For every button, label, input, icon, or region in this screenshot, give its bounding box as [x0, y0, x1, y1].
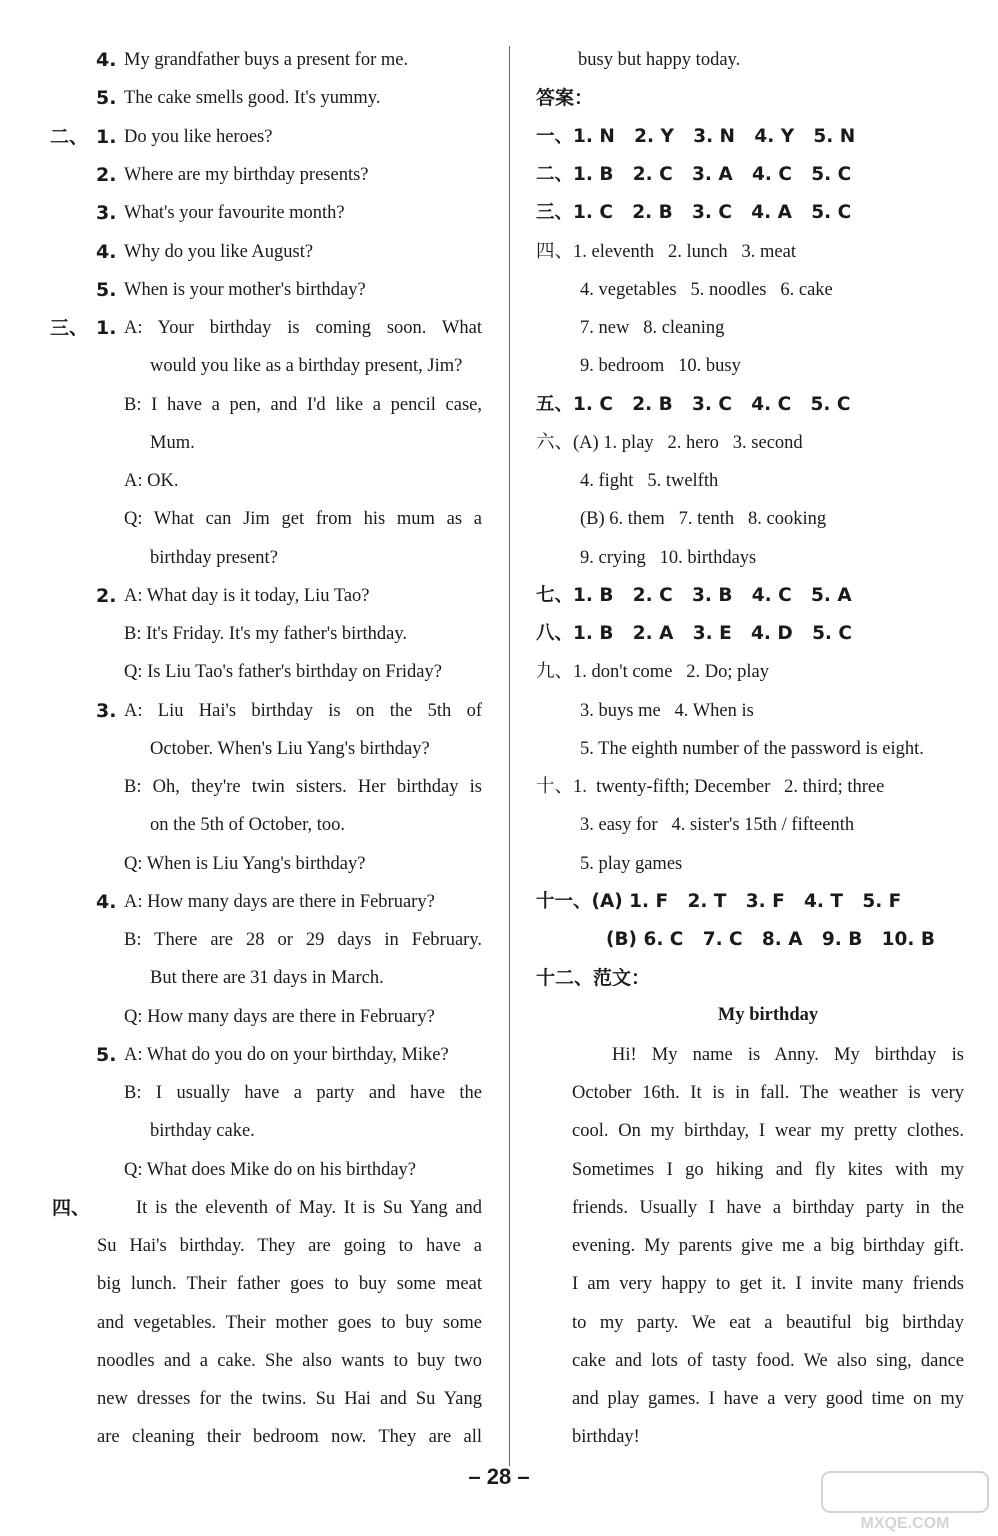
- watermark-text: MXQE.COM: [860, 1515, 950, 1532]
- answer-line: 3. easy for 4. sister's 15th / fifteenth: [580, 815, 855, 835]
- page-number: – 28 –: [468, 1464, 530, 1489]
- item-number: 4.: [96, 891, 117, 913]
- text-line: Where are my birthday presents?: [124, 165, 369, 185]
- text-line: B: There are 28 or 29 days in February.: [124, 930, 482, 950]
- essay-line: I am very happy to get it. I invite many friends: [572, 1274, 964, 1294]
- answer-line: 5. play games: [580, 854, 683, 874]
- text-line: But there are 31 days in March.: [150, 968, 384, 988]
- text-line: Why do you like August?: [124, 242, 314, 262]
- text-line: My grandfather buys a present for me.: [124, 50, 409, 70]
- text-line: would you like as a birthday present, Jim?: [150, 356, 463, 376]
- essay-line: and play games. I have a very good time on my: [572, 1389, 964, 1409]
- item-number: 5.: [96, 87, 117, 109]
- text-line: B: I usually have a party and have the: [124, 1083, 482, 1103]
- text-line: birthday cake.: [150, 1121, 255, 1141]
- text-line: big lunch. Their father goes to buy some meat: [97, 1274, 482, 1294]
- text-line: The cake smells good. It's yummy.: [124, 88, 381, 108]
- text-line: October. When's Liu Yang's birthday?: [150, 739, 430, 759]
- text-line: noodles and a cake. She also wants to buy two: [97, 1351, 482, 1371]
- text-line: Do you like heroes?: [124, 127, 273, 147]
- item-number: 1.: [96, 126, 117, 148]
- text-line: B: It's Friday. It's my father's birthday.: [124, 624, 408, 644]
- answer-line: 9. bedroom 10. busy: [580, 356, 741, 376]
- answer-line: 十、1. twenty-fifth; December 2. third; three: [536, 777, 885, 797]
- essay-heading: 十二、范文：: [536, 967, 651, 989]
- section-marker: 二、: [50, 126, 89, 148]
- text-line: Mum.: [150, 433, 195, 453]
- text-line: It is the eleventh of May. It is Su Yang and: [136, 1198, 482, 1218]
- essay-line: evening. My parents give me a big birthday gift.: [572, 1236, 964, 1256]
- answer-line: 4. fight 5. twelfth: [580, 471, 719, 491]
- essay-line: October 16th. It is in fall. The weather is very: [572, 1083, 964, 1103]
- answer-line: (B) 6. C 7. C 8. A 9. B 10. B: [606, 929, 935, 950]
- watermark-logo: [820, 1470, 990, 1532]
- item-number: 3.: [96, 700, 117, 722]
- text-line: A: How many days are there in February?: [124, 892, 435, 912]
- section-marker: 三、: [50, 317, 89, 339]
- answer-line: 五、1. C 2. B 3. C 4. C 5. C: [536, 394, 851, 415]
- essay-title: My birthday: [717, 1005, 819, 1025]
- text-line: birthday present?: [150, 548, 278, 568]
- text-line: B: Oh, they're twin sisters. Her birthday is: [124, 777, 482, 797]
- text-line: busy but happy today.: [578, 50, 741, 70]
- item-number: 3.: [96, 202, 117, 224]
- essay-line: Hi! My name is Anny. My birthday is: [612, 1045, 964, 1065]
- answer-line: 9. crying 10. birthdays: [580, 548, 757, 568]
- item-number: 1.: [96, 317, 117, 339]
- answer-line: 4. vegetables 5. noodles 6. cake: [580, 280, 833, 300]
- essay-line: birthday!: [572, 1427, 640, 1447]
- column-divider: [509, 46, 510, 1466]
- text-line: Q: When is Liu Yang's birthday?: [124, 854, 366, 874]
- answer-line: (B) 6. them 7. tenth 8. cooking: [580, 509, 827, 529]
- answer-line: 3. buys me 4. When is: [580, 701, 754, 721]
- text-line: What's your favourite month?: [124, 203, 345, 223]
- text-line: new dresses for the twins. Su Hai and Su Yang: [97, 1389, 482, 1409]
- text-line: are cleaning their bedroom now. They are all: [97, 1427, 482, 1447]
- answers-heading: 答案：: [536, 87, 594, 109]
- text-line: A: OK.: [124, 471, 179, 491]
- essay-line: friends. Usually I have a birthday party in the: [572, 1198, 964, 1218]
- text-line: Q: Is Liu Tao's father's birthday on Friday?: [124, 662, 442, 682]
- item-number: 4.: [96, 241, 117, 263]
- text-line: Q: What does Mike do on his birthday?: [124, 1160, 417, 1180]
- answer-line: 十一、(A) 1. F 2. T 3. F 4. T 5. F: [536, 891, 902, 912]
- essay-line: cake and lots of tasty food. We also sing, dance: [572, 1351, 964, 1371]
- answer-line: 二、1. B 2. C 3. A 4. C 5. C: [536, 164, 852, 185]
- answer-line: 九、1. don't come 2. Do; play: [536, 662, 770, 682]
- text-line: Q: How many days are there in February?: [124, 1007, 435, 1027]
- item-number: 2.: [96, 164, 117, 186]
- answer-line: 7. new 8. cleaning: [580, 318, 725, 338]
- text-line: A: Your birthday is coming soon. What: [124, 318, 482, 338]
- text-line: Q: What can Jim get from his mum as a: [124, 509, 482, 529]
- answer-line: 七、1. B 2. C 3. B 4. C 5. A: [536, 585, 852, 606]
- text-line: A: Liu Hai's birthday is on the 5th of: [124, 701, 482, 721]
- answer-line: 一、1. N 2. Y 3. N 4. Y 5. N: [536, 126, 856, 147]
- essay-line: Sometimes I go hiking and fly kites with my: [572, 1160, 964, 1180]
- text-line: B: I have a pen, and I'd like a pencil case,: [124, 395, 482, 415]
- answer-line: 5. The eighth number of the password is eight.: [580, 739, 924, 759]
- essay-line: to my party. We eat a beautiful big birthday: [572, 1313, 964, 1333]
- text-line: Su Hai's birthday. They are going to have a: [97, 1236, 482, 1256]
- section-marker: 四、: [52, 1197, 91, 1219]
- item-number: 4.: [96, 49, 117, 71]
- text-line: A: What day is it today, Liu Tao?: [124, 586, 370, 606]
- item-number: 5.: [96, 279, 117, 301]
- item-number: 2.: [96, 585, 117, 607]
- essay-line: cool. On my birthday, I wear my pretty clothes.: [572, 1121, 964, 1141]
- item-number: 5.: [96, 1044, 117, 1066]
- answer-line: 四、1. eleventh 2. lunch 3. meat: [536, 242, 796, 262]
- text-line: and vegetables. Their mother goes to buy some: [97, 1313, 482, 1333]
- text-line: When is your mother's birthday?: [124, 280, 366, 300]
- answer-line: 三、1. C 2. B 3. C 4. A 5. C: [536, 202, 852, 223]
- answer-line: 六、(A) 1. play 2. hero 3. second: [536, 433, 803, 453]
- answer-line: 八、1. B 2. A 3. E 4. D 5. C: [536, 623, 852, 644]
- text-line: on the 5th of October, too.: [150, 815, 346, 835]
- watermark-frame: [822, 1472, 988, 1512]
- text-line: A: What do you do on your birthday, Mike?: [124, 1045, 449, 1065]
